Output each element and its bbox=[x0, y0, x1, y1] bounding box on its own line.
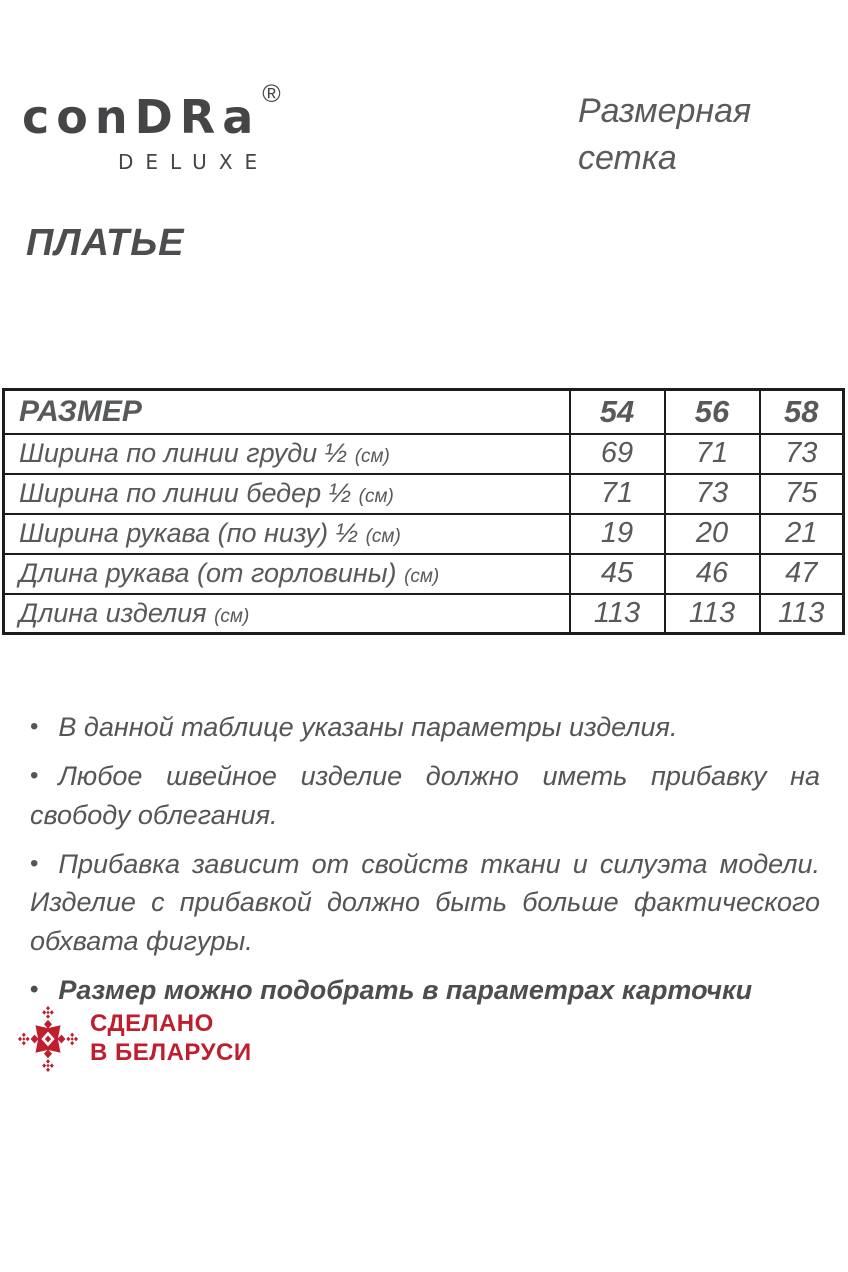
size-table-header-row bbox=[4, 390, 844, 434]
doc-title bbox=[578, 88, 751, 182]
measurement-value: 19 bbox=[570, 514, 665, 554]
measurement-value: 113 bbox=[570, 594, 665, 634]
made-in-belarus-badge bbox=[18, 1006, 252, 1072]
made-in-line1: СДЕЛАНО bbox=[90, 1010, 214, 1038]
measurement-value: 71 bbox=[665, 434, 760, 474]
made-in-text bbox=[90, 1010, 252, 1068]
measurement-unit: (см) bbox=[358, 486, 394, 507]
size-table bbox=[2, 388, 845, 635]
note-text: Любое швейное изделие должно иметь прибавку на свободу облегания. bbox=[30, 761, 820, 830]
bullet-icon: • bbox=[30, 762, 39, 790]
measurement-unit: (см) bbox=[365, 526, 401, 547]
measurement-name: Длина изделия bbox=[19, 597, 215, 628]
measurement-value: 21 bbox=[760, 514, 844, 554]
size-column-header-56: 56 bbox=[665, 390, 760, 434]
belarus-ornament-icon bbox=[18, 1006, 78, 1072]
note-text: Размер можно подобрать в параметрах карточки bbox=[58, 974, 753, 1005]
table-row-sleeve-length bbox=[4, 554, 844, 594]
measurement-value: 47 bbox=[760, 554, 844, 594]
measurement-value: 46 bbox=[665, 554, 760, 594]
bullet-icon: • bbox=[30, 849, 39, 877]
measurement-value: 20 bbox=[665, 514, 760, 554]
size-column-header-54: 54 bbox=[570, 390, 665, 434]
note-text: Прибавка зависит от свойств ткани и силуэта модели. Изделие с прибавкой должно быть больше фактического обхвата фигуры. bbox=[30, 848, 820, 956]
measurement-name: Ширина по линии бедер ½ bbox=[19, 478, 359, 508]
measurement-name: Ширина рукава (по низу) ½ bbox=[19, 518, 366, 548]
measurement-label bbox=[4, 554, 570, 594]
measurement-unit: (см) bbox=[354, 446, 390, 467]
measurement-label bbox=[4, 474, 570, 514]
note-item bbox=[30, 845, 820, 960]
brand-tagline: DELUXE bbox=[118, 150, 270, 174]
measurement-name: Ширина по линии груди ½ bbox=[19, 438, 355, 468]
note-item bbox=[30, 708, 820, 746]
measurement-value: 45 bbox=[570, 554, 665, 594]
size-header-label: РАЗМЕР bbox=[4, 390, 570, 434]
measurement-name: Длина рукава (от горловины) bbox=[19, 558, 405, 588]
measurement-unit: (см) bbox=[404, 566, 440, 587]
made-in-line2: В БЕЛАРУСИ bbox=[90, 1039, 252, 1066]
measurement-value: 73 bbox=[760, 434, 844, 474]
measurement-unit: (см) bbox=[214, 605, 250, 627]
note-text: В данной таблице указаны параметры изделия. bbox=[58, 712, 678, 742]
measurement-value: 113 bbox=[760, 594, 844, 634]
measurement-label bbox=[4, 594, 570, 634]
size-column-header-58: 58 bbox=[760, 390, 844, 434]
bullet-icon: • bbox=[30, 713, 39, 740]
notes-list bbox=[30, 708, 820, 1020]
measurement-label bbox=[4, 434, 570, 474]
measurement-value: 69 bbox=[570, 434, 665, 474]
measurement-value: 113 bbox=[665, 594, 760, 634]
measurement-value: 75 bbox=[760, 474, 844, 514]
doc-title-line1: Размерная bbox=[578, 92, 752, 130]
measurement-value: 71 bbox=[570, 474, 665, 514]
note-item bbox=[30, 971, 820, 1009]
registered-trademark-icon: ® bbox=[262, 80, 281, 108]
doc-title-line2: сетка bbox=[578, 138, 677, 177]
note-item bbox=[30, 757, 820, 834]
table-row-item-length bbox=[4, 594, 844, 634]
table-row-hip-width bbox=[4, 474, 844, 514]
measurement-label bbox=[4, 514, 570, 554]
bullet-icon: • bbox=[30, 975, 39, 1003]
brand-wordmark: conDRa bbox=[22, 90, 261, 144]
product-title: ПЛАТЬЕ bbox=[26, 222, 185, 264]
table-row-chest-width bbox=[4, 434, 844, 474]
measurement-value: 73 bbox=[665, 474, 760, 514]
brand-logo bbox=[22, 80, 281, 174]
table-row-sleeve-width bbox=[4, 514, 844, 554]
